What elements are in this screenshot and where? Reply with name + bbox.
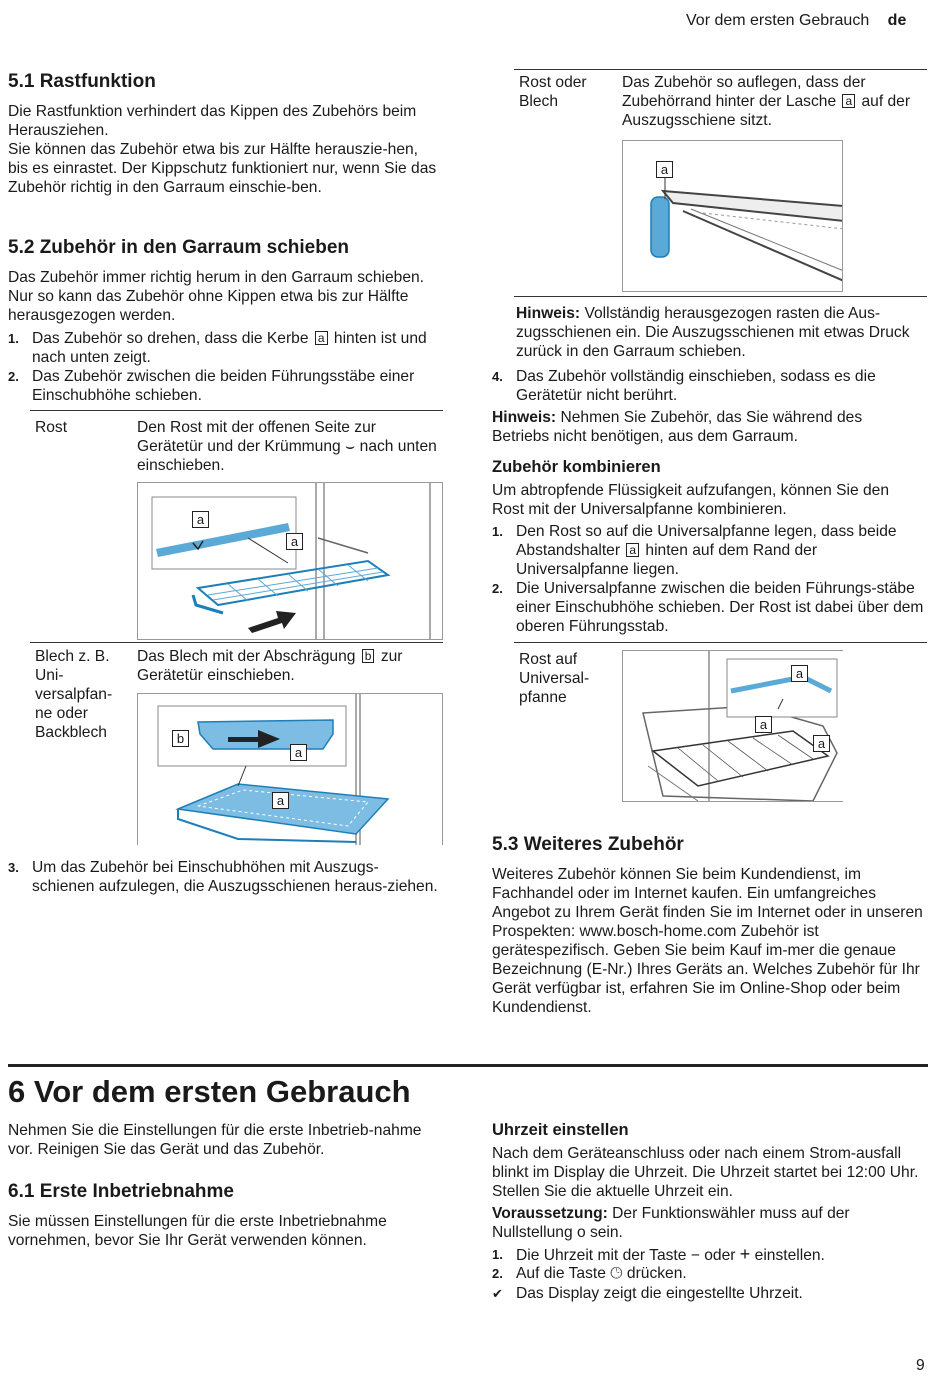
hinweis-2: Hinweis: Nehmen Sie Zubehör, das Sie während des Betriebs nicht benötigen, aus dem Garraum. bbox=[492, 409, 863, 445]
blech-illustration bbox=[137, 693, 443, 845]
rost-auf-pfanne-label: Rost auf Universal-pfanne bbox=[519, 651, 590, 706]
uhrzeit-einstellen-title: Uhrzeit einstellen bbox=[492, 1121, 629, 1139]
uhrzeit-paragraph: Nach dem Geräteanschluss oder nach einem Strom-ausfall blinkt im Display die Uhrzeit. Die Uhrzeit startet bei 12:00 Uhr. Stellen Sie die aktuelle Uhrzeit ein. bbox=[492, 1145, 919, 1200]
label-a-inline: a bbox=[842, 94, 855, 108]
step-4: 4. Das Zubehör vollständig einschieben, sodass es die Gerätetür nicht berührt. bbox=[492, 368, 876, 404]
rost-auf-pfanne-illustration bbox=[622, 650, 843, 802]
blech-label: Blech z. B. Uni-versalpfan-ne oder Backblech bbox=[35, 648, 113, 741]
table-rule bbox=[514, 69, 927, 70]
rost-instruction: Den Rost mit der offenen Seite zur Gerätetür und der Krümmung ⌣ nach unten einschieben. bbox=[137, 419, 437, 474]
rost-oder-blech-instruction: Das Zubehör so auflegen, dass der Zubehörrand hinter der Lasche a auf der Auszugsschiene sitzt. bbox=[622, 74, 911, 129]
section-5-2-paragraph: Das Zubehör immer richtig herum in den Garraum schieben. Nur so kann das Zubehör ohne Kippen etwa bis zur Hälfte herausgezogen werden. bbox=[8, 269, 425, 324]
table-rule bbox=[514, 642, 927, 643]
kombi-step-2: 2. Die Universalpfanne zwischen die beiden Führungs-stäbe einer Einschubhöhe schieben. Der Rost ist dabei über dem oberen Führungsstab. bbox=[492, 580, 924, 635]
step-2: 2. Das Zubehör zwischen die beiden Führungsstäbe einer Einschubhöhe schieben. bbox=[8, 368, 415, 404]
step-3: 3. Um das Zubehör bei Einschubhöhen mit Auszugs-schienen aufzulegen, die Auszugsschienen heraus-ziehen. bbox=[8, 859, 438, 895]
table-rule bbox=[30, 642, 443, 643]
section-5-1-title: 5.1 Rastfunktion bbox=[8, 71, 156, 92]
label-a: a bbox=[192, 511, 209, 528]
label-a: a bbox=[286, 533, 303, 550]
running-header bbox=[686, 11, 906, 30]
page-number: 9 bbox=[916, 1357, 925, 1374]
label-a: a bbox=[813, 735, 830, 752]
plus-icon: + bbox=[739, 1244, 751, 1264]
checkmark-icon: ✔ bbox=[492, 1286, 503, 1301]
label-a: a bbox=[791, 665, 808, 682]
header-title: Vor dem ersten Gebrauch bbox=[686, 12, 870, 29]
rost-oder-blech-label: Rost oder Blech bbox=[519, 74, 587, 110]
label-a: a bbox=[755, 716, 772, 733]
blech-drawing bbox=[138, 694, 443, 845]
minus-icon: − bbox=[690, 1247, 700, 1264]
table-rule bbox=[514, 296, 927, 297]
uhrzeit-step-2: 2. Auf die Taste 🕒︎ drücken. bbox=[492, 1265, 687, 1282]
uhrzeit-result: ✔ Das Display zeigt die eingestellte Uhrzeit. bbox=[492, 1285, 803, 1302]
table-rule bbox=[30, 410, 443, 411]
label-a: a bbox=[656, 161, 673, 178]
section-6-intro: Nehmen Sie die Einstellungen für die erste Inbetrieb-nahme vor. Reinigen Sie das Gerät und das Zubehör. bbox=[8, 1122, 422, 1158]
step-1: 1. Das Zubehör so drehen, dass die Kerbe a hinten ist und nach unten zeigt. bbox=[8, 330, 427, 366]
voraussetzung: Voraussetzung: Der Funktionswähler muss auf der Nullstellung o sein. bbox=[492, 1205, 850, 1241]
label-a-inline: a bbox=[315, 331, 328, 345]
section-5-3-title: 5.3 Weiteres Zubehör bbox=[492, 834, 684, 855]
label-b: b bbox=[172, 730, 189, 747]
label-a: a bbox=[272, 792, 289, 809]
auszugsschiene-illustration bbox=[622, 140, 843, 292]
rost-drawing bbox=[138, 483, 443, 640]
label-b-inline: b bbox=[362, 649, 375, 663]
rost-illustration bbox=[137, 482, 443, 640]
section-5-3-paragraph: Weiteres Zubehör können Sie beim Kundendienst, im Fachhandel oder im Internet kaufen. Ein umfangreiches Angebot zu Ihrem Gerät finden Sie im Internet oder in unseren Prospekten: www.bosch-home.com Zubehör ist gerätespezifisch. Geben Sie beim Kauf im-mer die genaue Bezeichnung (E-Nr.) Ihres Geräts an. Welches Zubehör für Ihr Gerät verfügbar ist, erfahren Sie im Online-Shop oder beim Kundendienst. bbox=[492, 866, 923, 1016]
blech-instruction: Das Blech mit der Abschrägung b zur Gerätetür einschieben. bbox=[137, 648, 403, 684]
section-5-2-title: 5.2 Zubehör in den Garraum schieben bbox=[8, 237, 350, 258]
kombi-step-1: 1. Den Rost so auf die Universalpfanne legen, dass beide Abstandshalter a hinten auf dem Rand der Universalpfanne liegen. bbox=[492, 523, 897, 578]
zubehoer-kombinieren-title: Zubehör kombinieren bbox=[492, 458, 661, 476]
hinweis-1: Hinweis: Vollständig herausgezogen rasten die Aus-zugsschienen ein. Die Auszugsschienen mit etwas Druck zurück in den Garraum schieben. bbox=[516, 305, 910, 360]
uhrzeit-step-1: 1. Die Uhrzeit mit der Taste − oder + einstellen. bbox=[492, 1244, 825, 1264]
rost-pfanne-drawing bbox=[623, 651, 843, 802]
section-5-1-paragraph-2: Sie können das Zubehör etwa bis zur Hälfte herauszie-hen, bis es einrastet. Der Kippschutz funktioniert nur, wenn Sie das Zubehör richtig in den Garraum einschie-ben. bbox=[8, 141, 437, 196]
zubehoer-kombinieren-paragraph: Um abtropfende Flüssigkeit aufzufangen, können Sie den Rost mit der Universalpfanne kombinieren. bbox=[492, 482, 890, 518]
section-6-1-paragraph: Sie müssen Einstellungen für die erste Inbetriebnahme vornehmen, bevor Sie Ihr Gerät verwenden können. bbox=[8, 1213, 387, 1249]
header-lang: de bbox=[887, 12, 907, 29]
label-a-inline: a bbox=[626, 543, 639, 557]
rost-label: Rost bbox=[35, 419, 68, 436]
curve-icon: ⌣ bbox=[345, 438, 356, 455]
label-a: a bbox=[290, 744, 307, 761]
section-6-rule bbox=[8, 1064, 928, 1067]
clock-key-icon: 🕒︎ bbox=[610, 1265, 623, 1282]
section-6-title: 6 Vor dem ersten Gebrauch bbox=[8, 1074, 411, 1109]
section-5-1-paragraph-1: Die Rastfunktion verhindert das Kippen des Zubehörs beim Herausziehen. bbox=[8, 103, 417, 139]
section-6-1-title: 6.1 Erste Inbetriebnahme bbox=[8, 1181, 234, 1202]
